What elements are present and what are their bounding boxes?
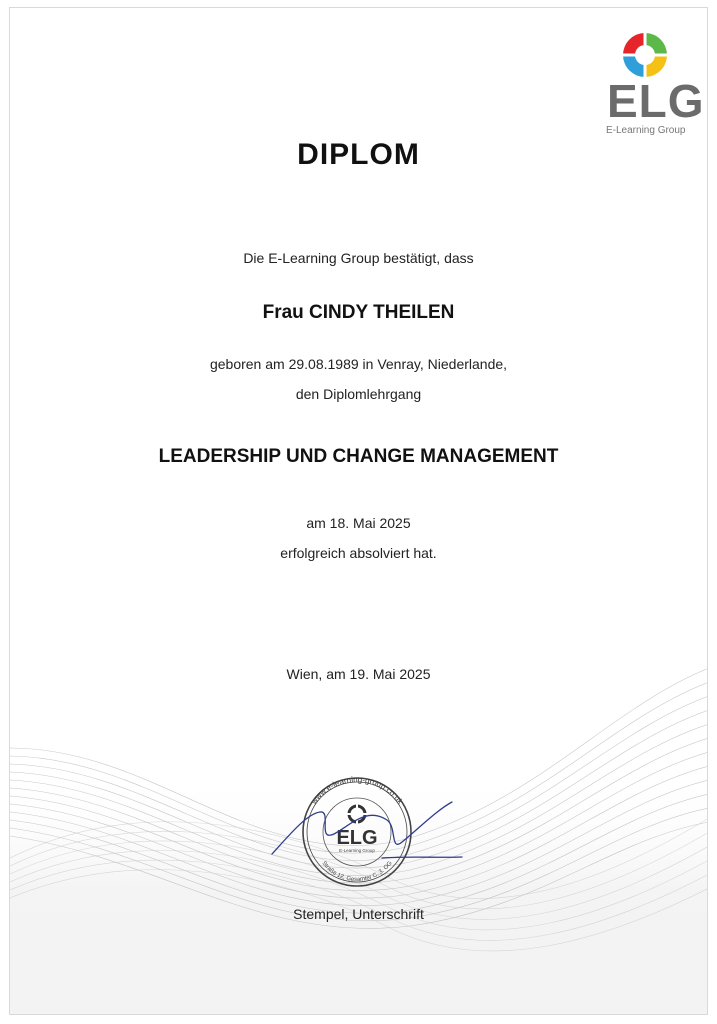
svg-text:www.e-learning-group.co.uk — [309, 775, 405, 807]
stamp-logo-icon — [347, 804, 367, 824]
stamp-ring-text: www.e-learning-group.co.uk — [309, 774, 405, 806]
course-intro: den Diplomlehrgang — [295, 386, 422, 402]
official-stamp — [262, 772, 472, 892]
intro-text: Die E-Learning Group bestätigt, dass — [243, 250, 474, 266]
recipient-name: Frau CINDY THEILEN — [262, 302, 455, 323]
certificate-title: DIPLOM — [297, 138, 420, 171]
signature-label: Stempel, Unterschrift — [293, 906, 424, 922]
course-title: LEADERSHIP UND CHANGE MANAGEMENT — [158, 446, 559, 467]
stamp-bottom-text: Straße 12, Gesamter C. 3. OG — [320, 860, 394, 884]
place-date: Wien, am 19. Mai 2025 — [286, 666, 431, 682]
logo-text: ELG — [607, 75, 705, 127]
elg-logo-mark-icon — [622, 32, 668, 78]
elg-logo — [597, 30, 705, 142]
stamp-center-text: ELG — [336, 827, 378, 849]
birth-info: geboren am 29.08.1989 in Venray, Niederlande, — [209, 356, 508, 372]
completion-text: erfolgreich absolviert hat. — [280, 545, 437, 561]
course-date: am 18. Mai 2025 — [306, 515, 411, 531]
stamp-center-subtitle: E-Learning Group — [339, 848, 375, 853]
logo-subtitle: E-Learning Group — [606, 125, 686, 136]
